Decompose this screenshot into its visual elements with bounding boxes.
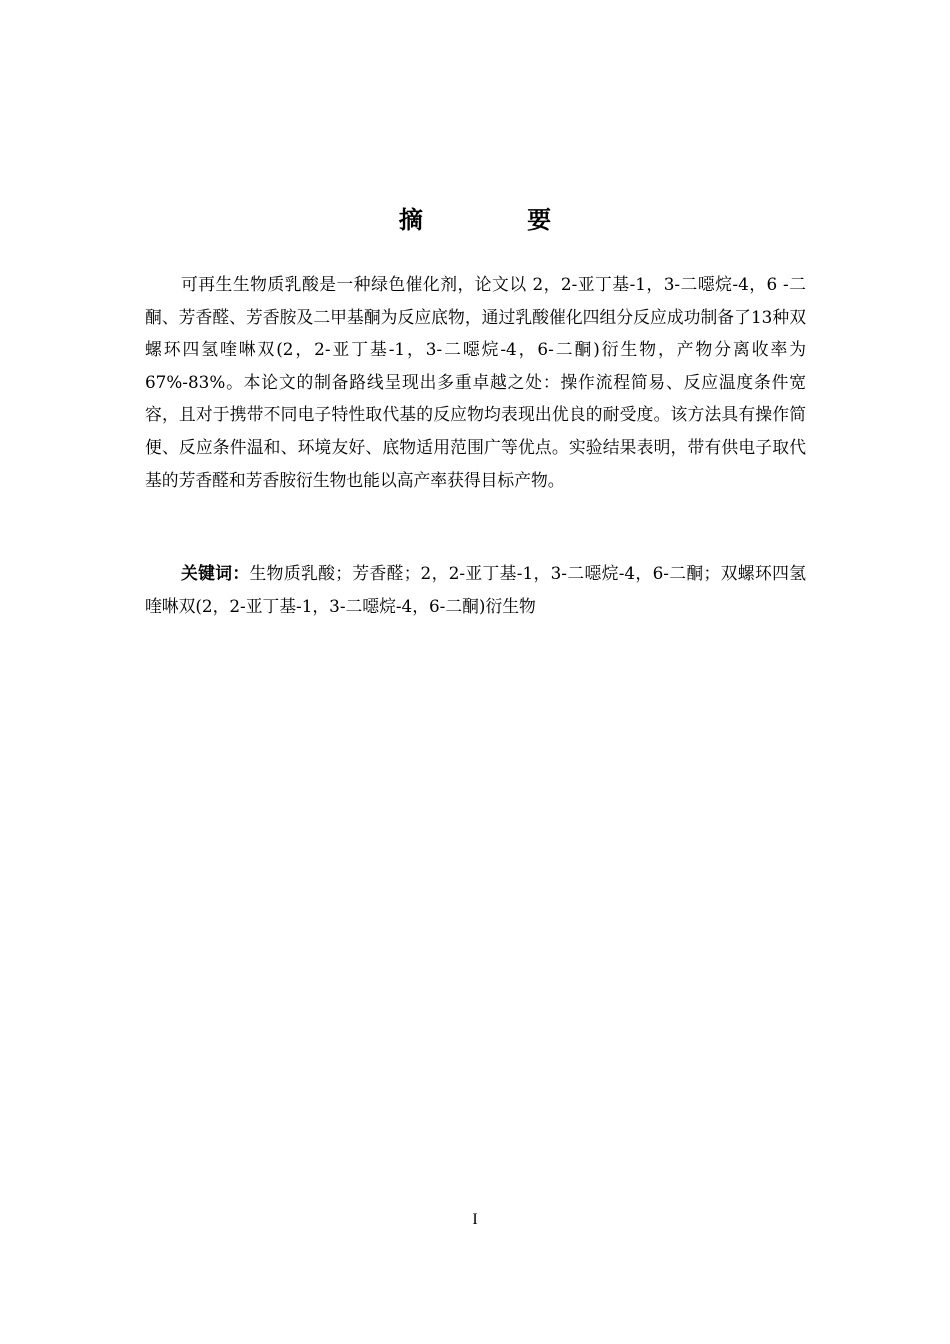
page-title: 摘 要 — [398, 206, 600, 234]
page-number: I — [472, 1211, 478, 1228]
keywords-label: 关键词： — [181, 563, 250, 583]
keywords-text: 生物质乳酸；芳香醛；2，2-亚丁基-1，3-二噁烷-4，6-二酮；双螺环四氢喹啉双(2，2-亚丁基-1，3-二噁烷-4，6-二酮)衍生物 — [145, 563, 806, 616]
abstract-paragraph: 可再生生物质乳酸是一种绿色催化剂，论文以 2，2-亚丁基-1，3-二噁烷-4，6 -二酮、芳香醛、芳香胺及二甲基酮为反应底物，通过乳酸催化四组分反应成功制备了13种双螺环四氢喹啉双(2，2-亚丁基-1，3-二噁烷-4，6-二酮)衍生物，产物分离收率为67%-83%。本论文的制备路线呈现出多重卓越之处：操作流程简易、反应温度条件宽容，且对于携带不同电子特性取代基的反应物均表现出优良的耐受度。该方法具有操作简便、反应条件温和、环境友好、底物适用范围广等优点。实验结果表明，带有供电子取代基的芳香醛和芳香胺衍生物也能以高产率获得目标产物。 — [145, 274, 806, 490]
keywords-paragraph — [145, 557, 806, 622]
